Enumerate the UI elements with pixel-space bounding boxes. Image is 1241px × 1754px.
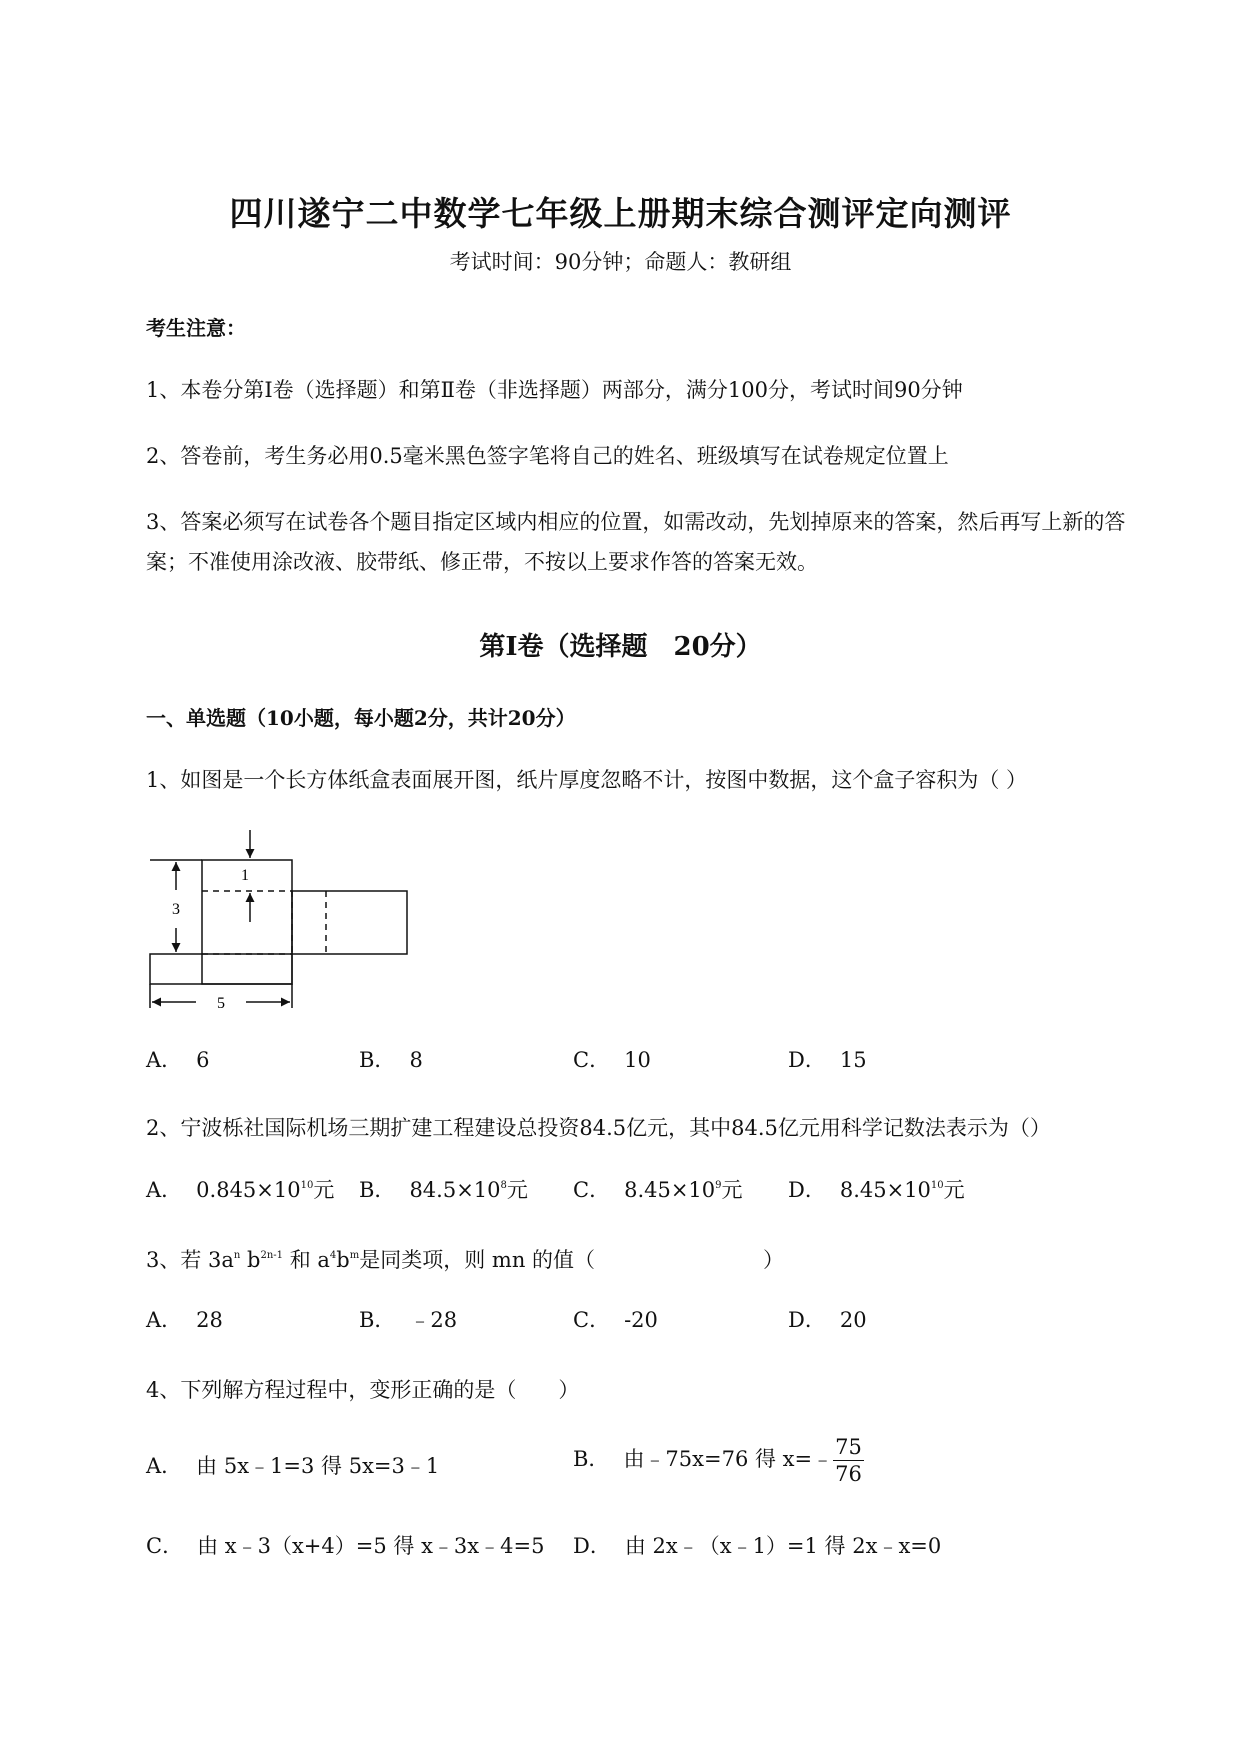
question-4-options-row1 xyxy=(146,1435,1046,1486)
option-d[interactable]: D． 15 xyxy=(788,1048,867,1072)
notice-heading: 考生注意： xyxy=(146,316,246,340)
figure-label-height: 3 xyxy=(172,901,180,918)
option-c[interactable]: C． 由 x﹣3（x+4）=5 得 x﹣3x﹣4=5 xyxy=(146,1534,545,1558)
option-a[interactable]: A． 6 xyxy=(146,1048,210,1072)
fraction: $\frac{75}{76}$ xyxy=(835,1435,862,1486)
question-3-options xyxy=(146,1304,1046,1334)
question-1-stem: 1、如图是一个长方体纸盒表面展开图，纸片厚度忽略不计，按图中数据，这个盒子容积为（ ） xyxy=(146,768,1028,792)
option-c[interactable]: C． -20 xyxy=(573,1308,658,1332)
figure-label-top: 1 xyxy=(241,867,249,884)
box-net-figure xyxy=(146,830,426,1010)
section-title: 第I卷（选择题 20分） xyxy=(479,632,762,662)
option-d[interactable]: D． 由 2x﹣（x﹣1）=1 得 2x﹣x=0 xyxy=(573,1534,942,1558)
question-4-stem: 4、下列解方程过程中，变形正确的是（ ） xyxy=(146,1378,580,1402)
option-b[interactable]: B． $84.5\times 10^8$元 xyxy=(359,1178,528,1202)
section-subtitle: 一、单选题（10小题，每小题2分，共计20分） xyxy=(146,706,576,730)
exam-title: 四川遂宁二中数学七年级上册期末综合测评定向测评 xyxy=(229,194,1012,233)
option-d[interactable]: D． $8.45\times 10^{10}$元 xyxy=(788,1178,965,1202)
option-b[interactable]: B． 8 xyxy=(359,1048,423,1072)
option-b[interactable]: B． ﹣28 xyxy=(359,1308,458,1332)
option-a[interactable]: A． 由 5x﹣1=3 得 5x=3﹣1 xyxy=(146,1454,440,1478)
question-4-options-row2 xyxy=(146,1530,1046,1560)
option-c[interactable]: C． 10 xyxy=(573,1048,651,1072)
question-3-stem: 3、若 $3a^n$ $b^{2n-1}$ 和 $a^4b^m$是同类项，则 mn 的值（ ） xyxy=(146,1248,785,1272)
notice-item-3: 3、答案必须写在试卷各个题目指定区域内相应的位置，如需改动，先划掉原来的答案，然后再写上新的答案；不准使用涂改液、胶带纸、修正带，不按以上要求作答的答案无效。 xyxy=(146,510,1126,574)
option-c[interactable]: C． $8.45\times 10^9$元 xyxy=(573,1178,743,1202)
exam-subtitle: 考试时间：90分钟；命题人：教研组 xyxy=(449,250,792,274)
notice-item-1: 1、本卷分第I卷（选择题）和第Ⅱ卷（非选择题）两部分，满分100分，考试时间90分钟 xyxy=(146,378,963,402)
option-b[interactable]: B． 由﹣75x=76 得 x=﹣ $\frac{75}{76}$ xyxy=(573,1435,862,1486)
question-2-options xyxy=(146,1174,1046,1204)
question-2-stem: 2、宁波栎社国际机场三期扩建工程建设总投资84.5亿元，其中84.5亿元用科学记数法表示为（） xyxy=(146,1116,1051,1140)
notice-item-2: 2、答卷前，考生务必用0.5毫米黑色签字笔将自己的姓名、班级填写在试卷规定位置上 xyxy=(146,444,949,468)
option-a[interactable]: A． 28 xyxy=(146,1308,223,1332)
option-a[interactable]: A． $0.845\times 10^{10}$元 xyxy=(146,1178,335,1202)
figure-label-width: 5 xyxy=(217,995,225,1010)
question-1-options xyxy=(146,1044,1046,1074)
option-d[interactable]: D． 20 xyxy=(788,1308,867,1332)
